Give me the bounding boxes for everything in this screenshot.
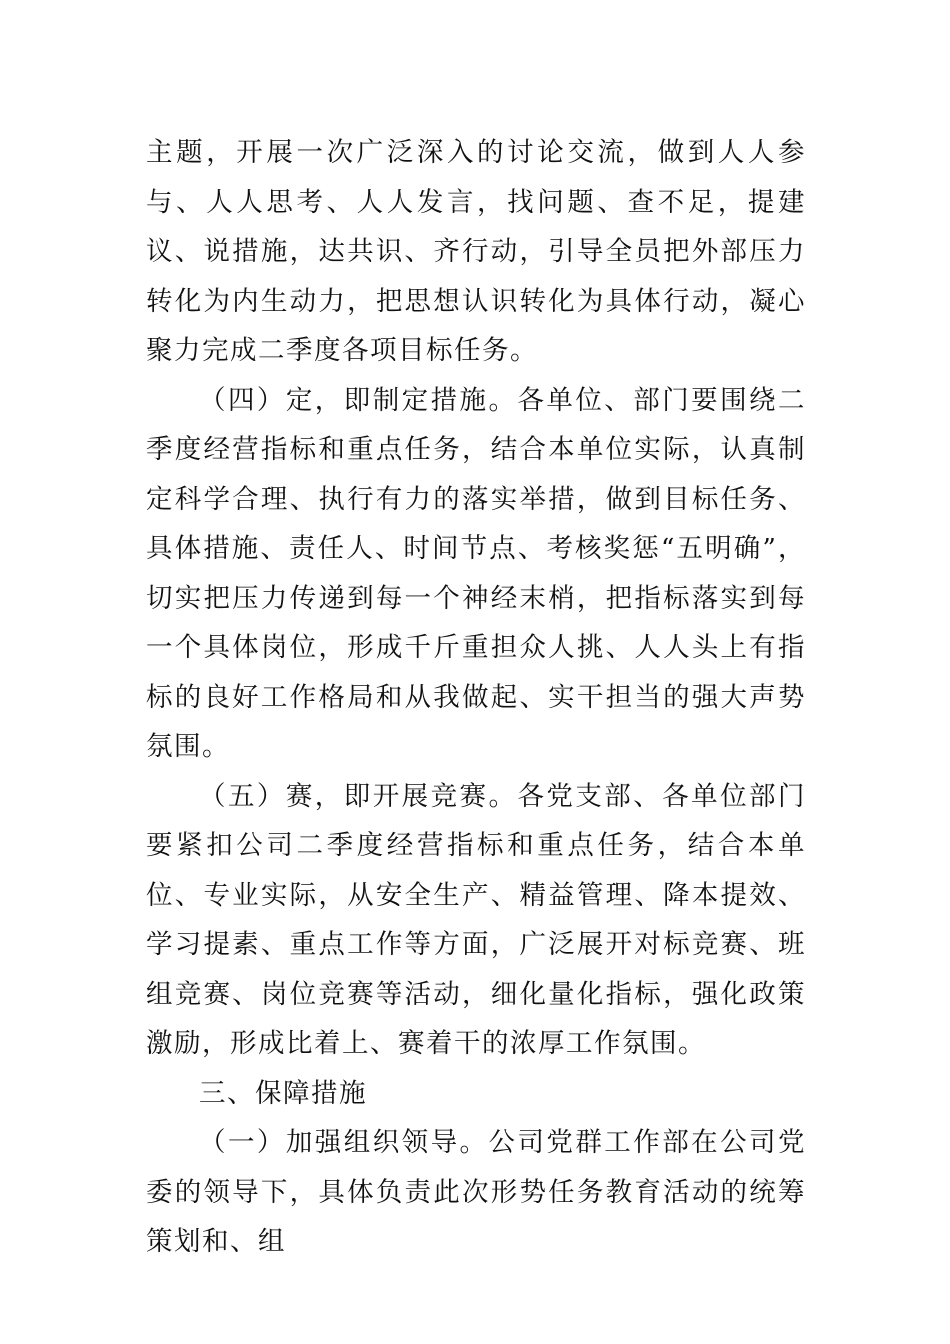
document-body [146,128,806,1267]
paragraph-item-four: （四）定，即制定措施。各单位、部门要围绕二季度经营指标和重点任务，结合本单位实际，认真制定科学合理、执行有力的落实举措，做到目标任务、具体措施、责任人、时间节点、考核奖惩“五明确”，切实把压力传递到每一个神经末梢，把指标落实到每一个具体岗位，形成千斤重担众人挑、人人头上有指标的良好工作格局和从我做起、实干担当的强大声势氛围。 [146,384,806,762]
paragraph-item-five: （五）赛，即开展竞赛。各党支部、各单位部门要紧扣公司二季度经营指标和重点任务，结合本单位、专业实际，从安全生产、精益管理、降本提效、学习提素、重点工作等方面，广泛展开对标竞赛、班组竞赛、岗位竞赛等活动，细化量化指标，强化政策激励，形成比着上、赛着干的浓厚工作氛围。 [146,780,806,1059]
paragraph-continuation: 主题，开展一次广泛深入的讨论交流，做到人人参与、人人思考、人人发言，找问题、查不足，提建议、说措施，达共识、齐行动，引导全员把外部压力转化为内生动力，把思想认识转化为具体行动，凝心聚力完成二季度各项目标任务。 [146,137,806,366]
paragraph-item-one: （一）加强组织领导。公司党群工作部在公司党委的领导下，具体负责此次形势任务教育活动的统筹策划和、组 [146,1127,806,1257]
section-heading-safeguards: 三、保障措施 [199,1077,367,1109]
